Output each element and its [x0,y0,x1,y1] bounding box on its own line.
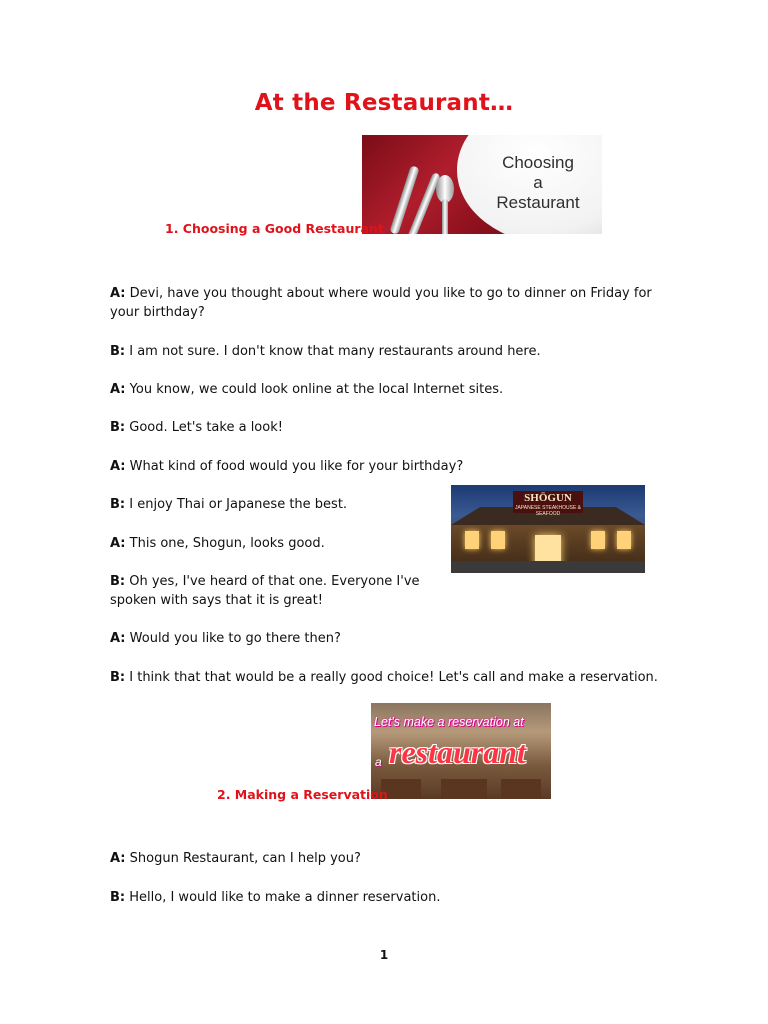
speaker-label: A: [110,286,126,301]
table-shape [501,779,541,799]
page-number: 1 [379,948,389,962]
dialogue-text: Good. Let's take a look! [129,420,283,435]
dialogue-text: Shogun Restaurant, can I help you? [129,851,361,866]
speaker-label: B: [110,670,126,685]
reservation-image-big-text: restaurant [389,734,526,770]
dialogue-text: I think that that would be a really good choice! Let's call and make a reservation. [129,670,658,685]
reservation-image-top-text: Let's make a reservation at [374,715,524,729]
dialogue-line [110,629,341,648]
shogun-sign-subtext: JAPANESE STEAKHOUSE & SEAFOOD [514,505,582,517]
dialogue-line [110,572,420,610]
spoon-handle [442,199,448,234]
caption-line-3: Restaurant [496,193,580,212]
speaker-label: B: [110,890,126,905]
window-light [491,531,505,549]
speaker-label: A: [110,459,126,474]
dialogue-text: What kind of food would you like for your birthday? [129,459,464,474]
speaker-label: B: [110,574,126,589]
choosing-image-caption [478,153,598,213]
speaker-label: B: [110,344,126,359]
dialogue-line [110,668,658,687]
section-heading-choosing: 1. Choosing a Good Restaurant [165,221,384,236]
speaker-label: A: [110,536,126,551]
speaker-label: A: [110,631,126,646]
dialogue-text-cont: spoken with says that it is great! [110,593,323,608]
dialogue-text: You know, we could look online at the local Internet sites. [129,382,504,397]
dialogue-text: Hello, I would like to make a dinner reservation. [129,890,441,905]
table-shape [441,779,487,799]
dialogue-line [110,534,325,553]
reservation-image [371,703,551,799]
caption-line-1: Choosing [502,153,574,172]
shogun-sign-text: SHŌGUN [524,492,572,504]
dialogue-text: I am not sure. I don't know that many restaurants around here. [129,344,541,359]
window-light [617,531,631,549]
dialogue-line [110,284,652,322]
caption-line-2: a [533,173,543,192]
shogun-sign [513,491,583,517]
shogun-restaurant-image [451,485,645,573]
speaker-label: B: [110,497,126,512]
window-light [591,531,605,549]
dialogue-line [110,888,440,907]
section-heading-reservation: 2. Making a Reservation [217,787,388,802]
dialogue-text: This one, Shogun, looks good. [129,536,325,551]
speaker-label: B: [110,420,126,435]
speaker-label: A: [110,851,126,866]
dialogue-line [110,342,541,361]
dialogue-text-cont: your birthday? [110,305,205,320]
reservation-image-a-text: a [375,755,382,769]
dialogue-text: Would you like to go there then? [129,631,341,646]
speaker-label: A: [110,382,126,397]
dialogue-line [110,495,347,514]
choosing-restaurant-image [362,135,602,234]
dialogue-line [110,380,503,399]
dialogue-text: Oh yes, I've heard of that one. Everyone I've [129,574,420,589]
page-title: At the Restaurant… [254,90,514,116]
ground [451,561,645,573]
dialogue-line [110,457,463,476]
dialogue-text: Devi, have you thought about where would you like to go to dinner on Friday for [129,286,652,301]
dialogue-line [110,418,283,437]
window-light [465,531,479,549]
dialogue-line [110,849,361,868]
dialogue-text: I enjoy Thai or Japanese the best. [129,497,348,512]
